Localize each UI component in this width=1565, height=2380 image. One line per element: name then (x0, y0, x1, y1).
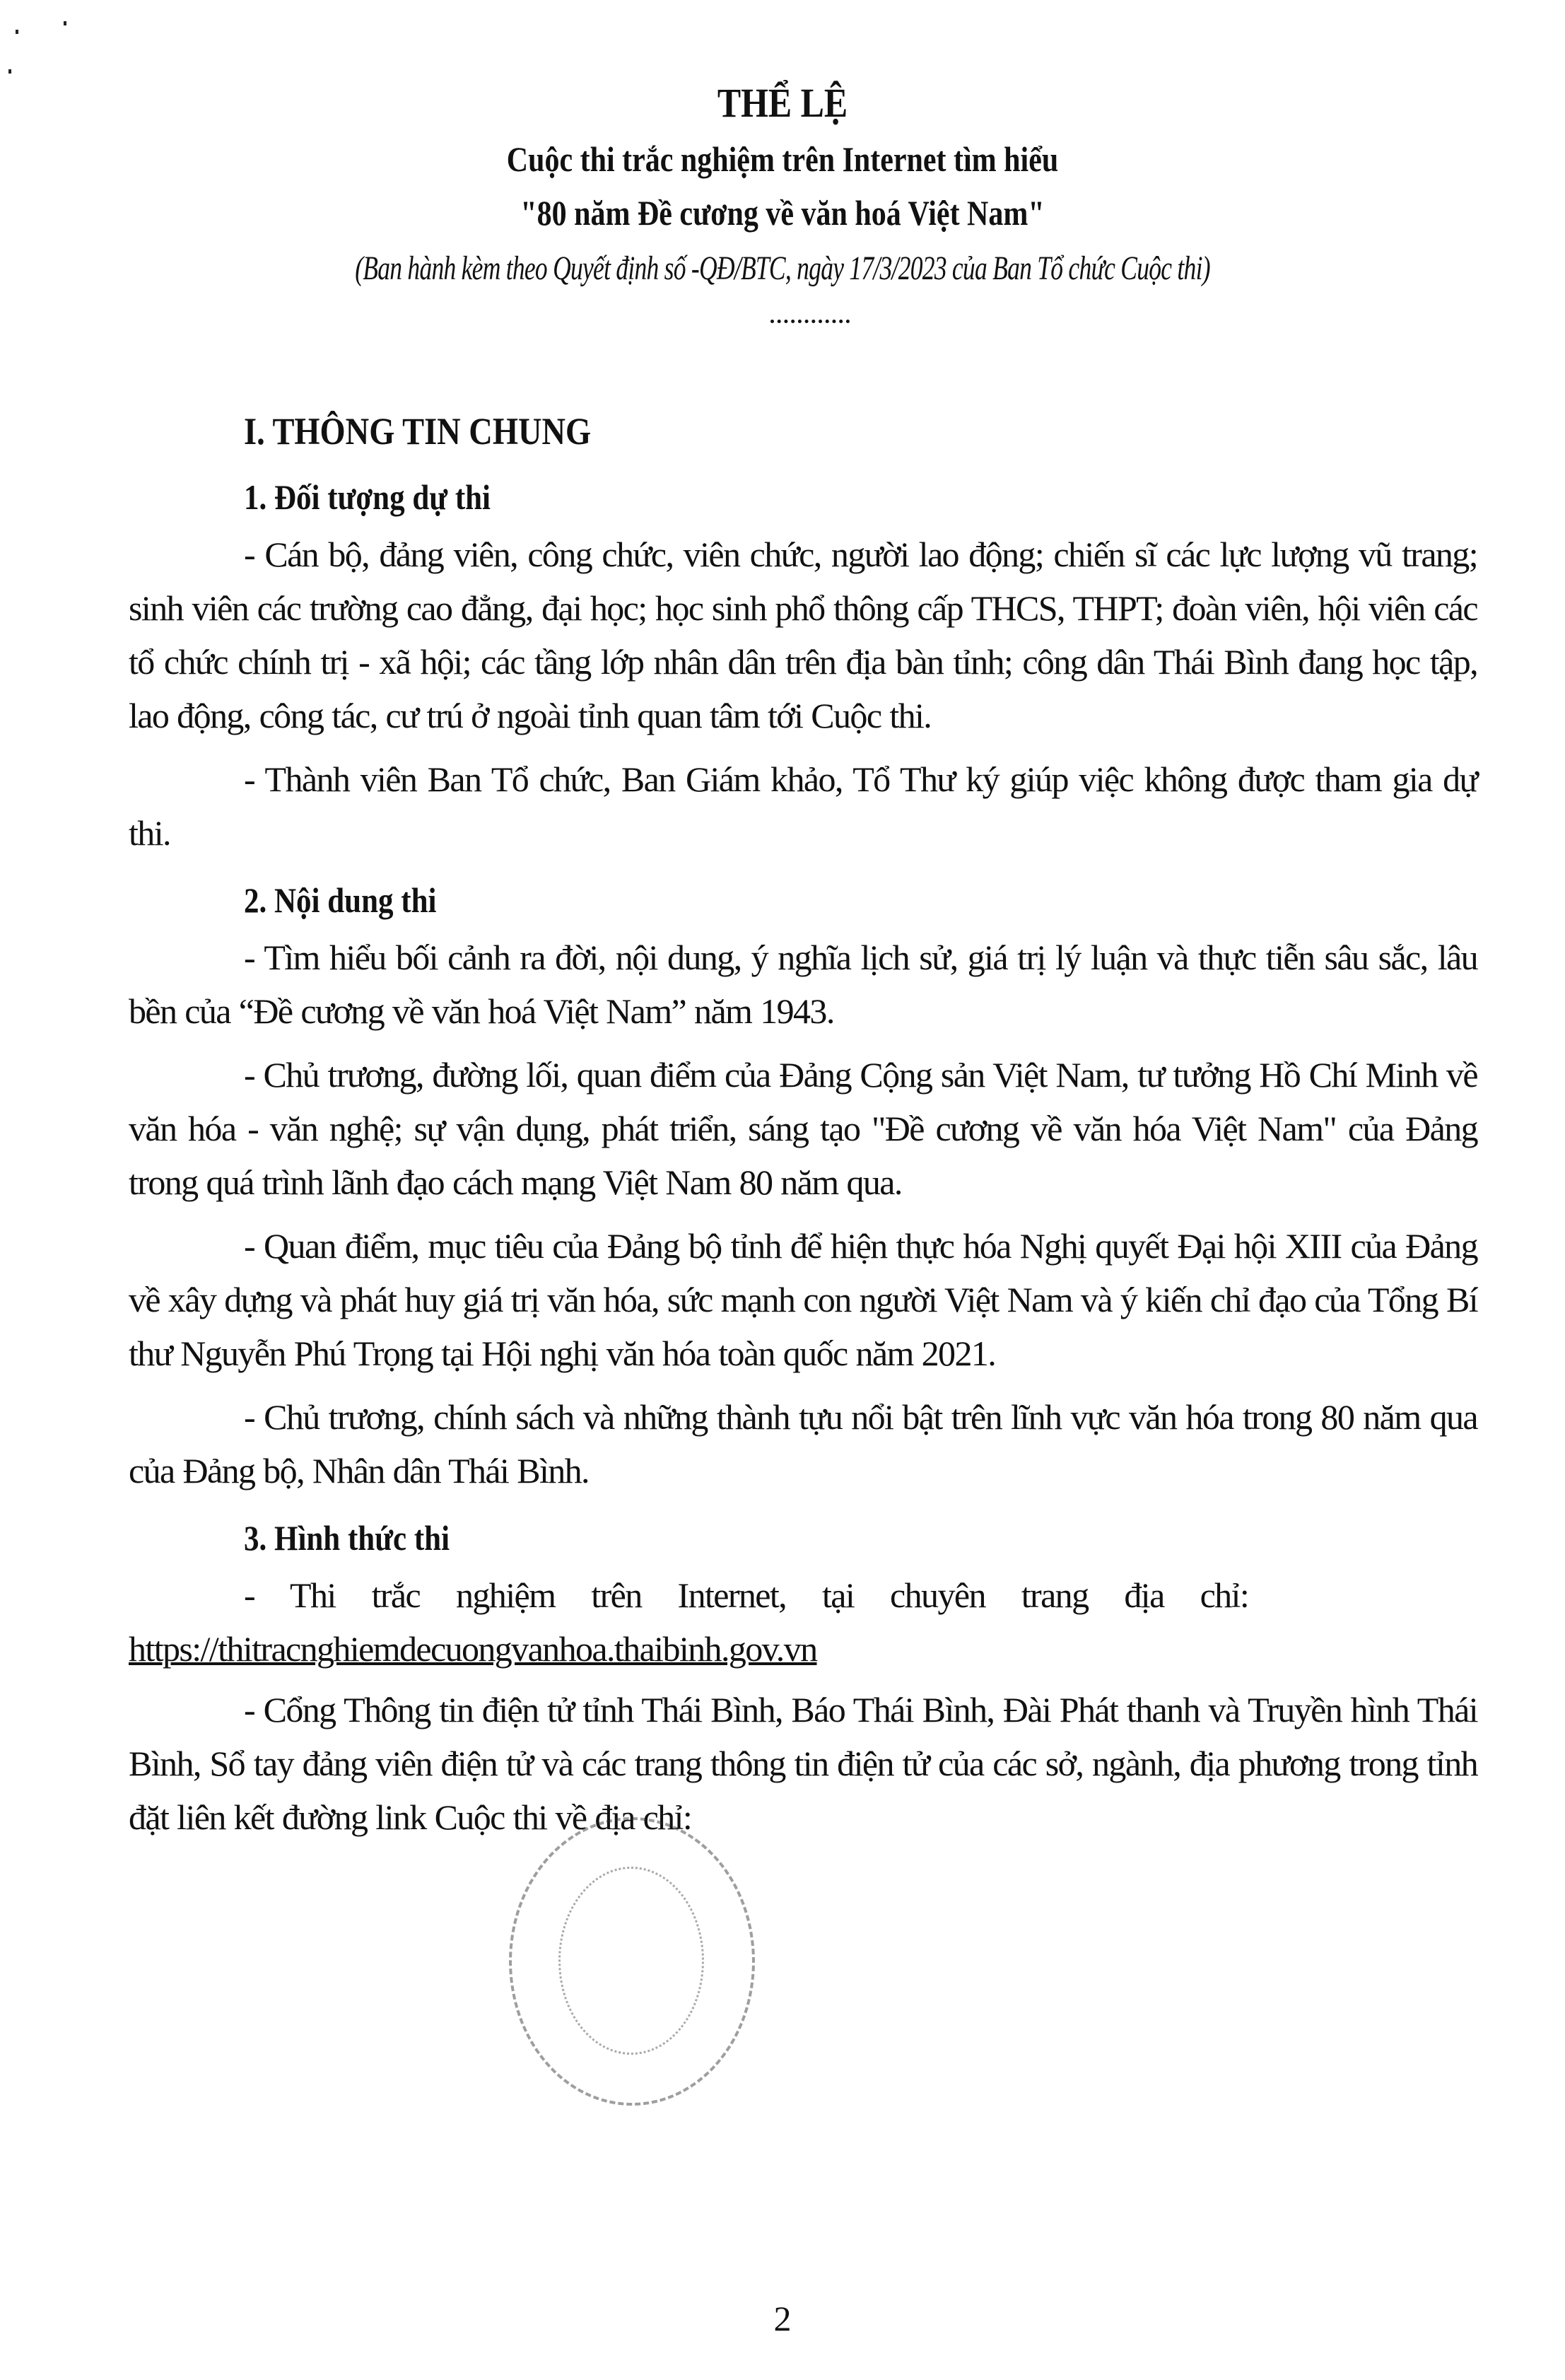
contest-name-line1: Cuộc thi trắc nghiệm trên Internet tìm hiểu (506, 139, 1059, 179)
official-stamp-inner (558, 1867, 704, 2055)
contest-name-line2: "80 năm Đề cương về văn hoá Việt Nam" (520, 193, 1045, 233)
page-number: 2 (773, 2299, 792, 2338)
paragraph-content-4: - Chủ trương, chính sách và những thành tựu nổi bật trên lĩnh vực văn hóa trong 80 năm qua của Đảng bộ, Nhân dân Thái Bình. (129, 1397, 1477, 1491)
paragraph-content-3: - Quan điểm, mục tiêu của Đảng bộ tỉnh để hiện thực hóa Nghị quyết Đại hội XIII của Đảng về xây dựng và phát huy giá trị văn hóa, sức mạnh con người Việt Nam và ý kiến chỉ đạo của Tổng Bí thư Nguyễn Phú Trọng tại Hội nghị văn hóa toàn quốc năm 2021. (129, 1226, 1477, 1373)
contest-url-line (129, 1622, 1477, 1676)
official-stamp-outer (509, 1817, 755, 2106)
paragraph-format-links: - Cổng Thông tin điện tử tỉnh Thái Bình, Báo Thái Bình, Đài Phát thanh và Truyền hình Thái Bình, Sổ tay đảng viên điện tử và các trang thông tin điện tử của các sở, ngành, địa phương trong tỉnh đặt liên kết đường link Cuộc thi về địa chỉ: (129, 1690, 1477, 1837)
paragraph-content-2: - Chủ trương, đường lối, quan điểm của Đảng Cộng sản Việt Nam, tư tưởng Hồ Chí Minh về văn hóa - văn nghệ; sự vận dụng, phát triển, sáng tạo "Đề cương về văn hóa Việt Nam" của Đảng trong quá trình lãnh đạo cách mạng Việt Nam 80 năm qua. (129, 1055, 1477, 1202)
section-heading-format: 3. Hình thức thi (244, 1518, 450, 1558)
section-heading-content: 2. Nội dung thi (244, 880, 437, 920)
paragraph-content-1: - Tìm hiểu bối cảnh ra đời, nội dung, ý nghĩa lịch sử, giá trị lý luận và thực tiễn sâu sắc, lâu bền của “Đề cương về văn hoá Việt Nam” năm 1943. (129, 938, 1477, 1031)
paragraph-participants-excluded: - Thành viên Ban Tổ chức, Ban Giám khảo, Tổ Thư ký giúp việc không được tham gia dự thi. (129, 759, 1477, 853)
scan-speck (16, 30, 18, 34)
format-online-text: - Thi trắc nghiệm trên Internet, tại chuyên trang địa chỉ: (244, 1575, 1249, 1615)
scan-speck (8, 69, 11, 74)
section-heading-general: I. THÔNG TIN CHUNG (244, 410, 592, 453)
paragraph-format-online (129, 1568, 1477, 1622)
scan-speck (64, 21, 66, 25)
title-separator (770, 320, 850, 327)
section-heading-participants: 1. Đối tượng dự thi (244, 477, 491, 517)
issuance-note: (Ban hành kèm theo Quyết định số -QĐ/BTC, ngày 17/3/2023 của Ban Tổ chức Cuộc thi) (355, 250, 1210, 287)
contest-url-link[interactable]: https://thitracnghiemdecuongvanhoa.thaibinh.gov.vn (129, 1629, 817, 1669)
paragraph-participants-eligible: - Cán bộ, đảng viên, công chức, viên chức, người lao động; chiến sĩ các lực lượng vũ trang; sinh viên các trường cao đẳng, đại học; học sinh phổ thông cấp THCS, THPT; đoàn viên, hội viên các tổ chức chính trị - xã hội; các tầng lớp nhân dân trên địa bàn tỉnh; công dân Thái Bình đang học tập, lao động, công tác, cư trú ở ngoài tỉnh quan tâm tới Cuộc thi. (129, 535, 1477, 735)
document-title: THỂ LỆ (717, 80, 848, 126)
document-body (129, 396, 1477, 1854)
